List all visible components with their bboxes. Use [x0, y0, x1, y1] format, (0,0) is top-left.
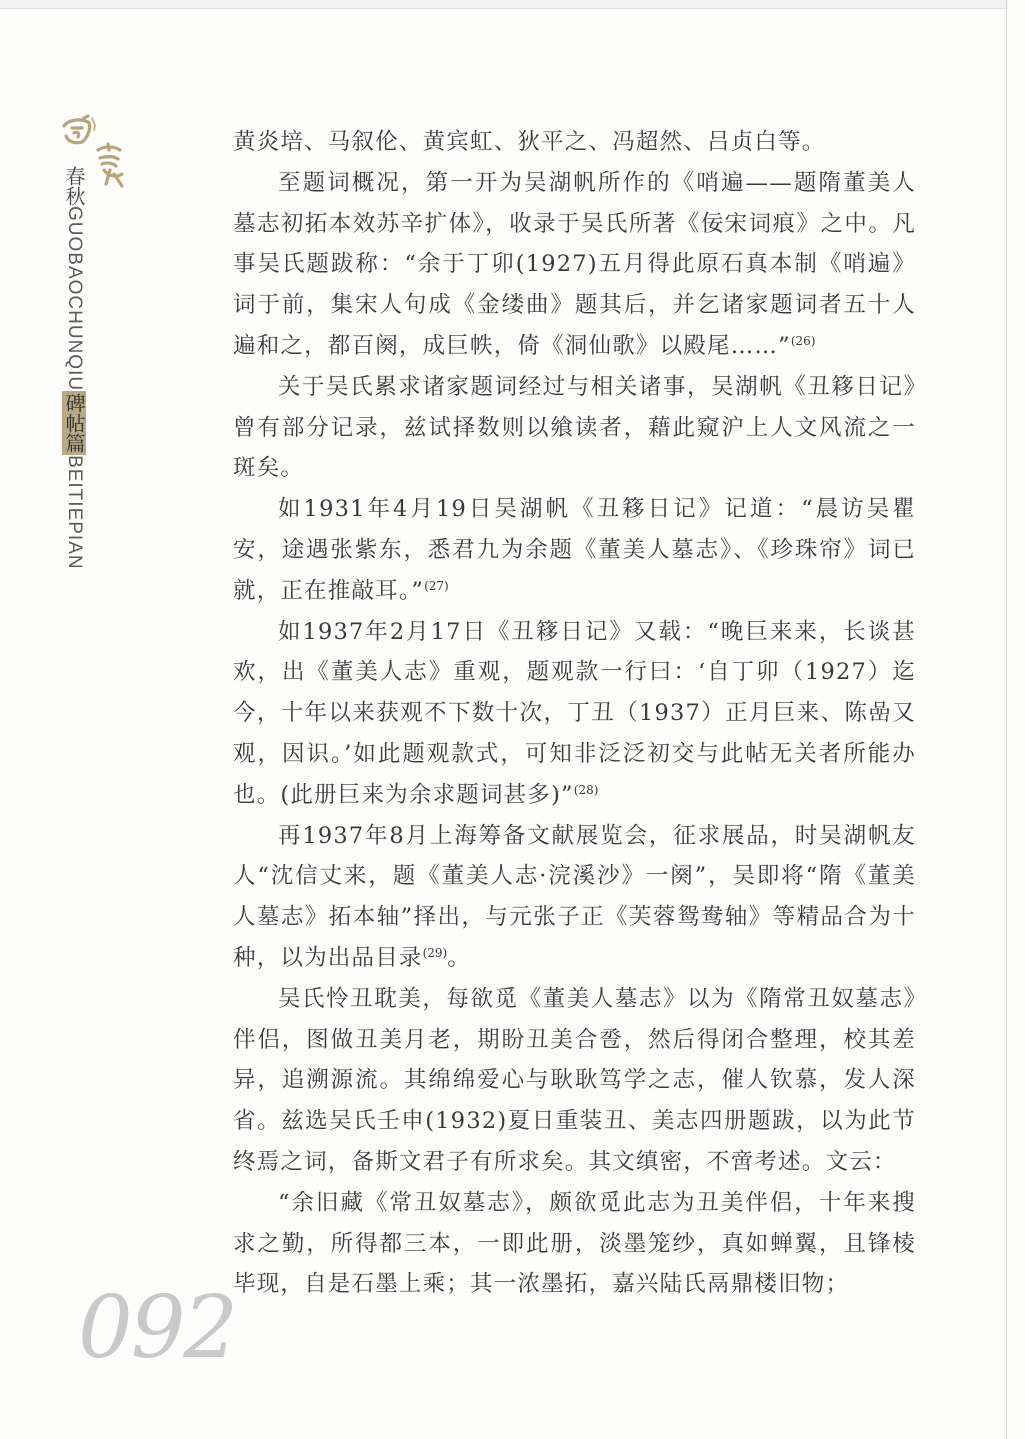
paragraph: 至题词概况，第一开为吴湖帆所作的《哨遍——题隋董美人墓志初拓本效苏辛扩体》，收录于吴氏所著《佞宋词痕》之中。凡事吴氏题跋称：“余于丁卯(1927)五月得此原石真本制《哨遍》词于前，集宋人句成《金缕曲》题其后，并乞诸家题词者五十人遍和之，都百阕，成巨帙，倚《洞仙歌》以殿尾……”$^{(26)}$ [233, 169, 916, 359]
paragraph: 关于吴氏累求诸家题词经过与相关诸事，吴湖帆《丑簃日记》曾有部分记录，兹试择数则以飨读者，藉此窥沪上人文风流之一斑矣。 [233, 373, 916, 482]
section-title-latin: BEITIEPIAN [64, 455, 85, 570]
paragraph: 如1931年4月19日吴湖帆《丑簃日记》记道：“晨访吴瞿安，途遇张紫东，悉君九为余题《董美人墓志》、《珍珠帘》词已就，正在推敲耳。”$^{(27)}$ [233, 496, 916, 604]
series-title-latin: GUOBAOCHUNQIU [64, 206, 85, 392]
footnote-ref: (29) [422, 945, 448, 960]
paragraph: 吴氏怜丑耽美，每欲觅《董美人墓志》以为《隋常丑奴墓志》伴侣，图做丑美月老，期盼丑美合卺，然后得闭合整理，校其差异，追溯源流。其绵绵爱心与耿耿笃学之志，催人钦慕，发人深省。兹选吴氏壬申(1932)夏日重装丑、美志四册题跋，以为此节终焉之词，备斯文君子有所求矣。其文缜密，不啻考述。文云： [233, 985, 916, 1175]
footnote-ref: (28) [573, 782, 599, 797]
scan-right-edge [1006, 0, 1007, 1439]
paragraph: 再1937年8月上海筹备文献展览会，征求展品，时吴湖帆友人“沈信丈来，题《董美人志·浣溪沙》一阕”，吴即将“隋《董美人墓志》拓本轴”择出，与元张子正《芙蓉鸳鸯轴》等精品合为十种，以为出品目录$^{(29)}$。 [233, 822, 916, 971]
article-body [233, 122, 916, 1305]
footnote-ref: (27) [424, 578, 449, 593]
page-number: 092 [78, 1278, 237, 1378]
paragraph: 如1937年2月17日《丑簃日记》又载：“晚巨来来，长谈甚欢，出《董美人志》重观，题观款一行曰：‘自丁卯（1927）迄今，十年以来获观不下数十次，丁丑（1937）正月巨来、陈嵒又观，因识。’如此题观款式，可知非泛泛初交与此帖无关者所能办也。(此册巨来为余求题词甚多)”$^{(28)}$ [233, 618, 916, 808]
footnote-ref: (26) [790, 333, 816, 348]
paragraph-quote: “余旧藏《常丑奴墓志》，颇欲觅此志为丑美伴侣，十年来搜求之勤，所得都三本，一即此册，淡墨笼纱，真如蝉翼，且锋棱毕现，自是石墨上乘；其一浓墨拓，嘉兴陆氏鬲鼎楼旧物； [233, 1189, 916, 1298]
series-title-cn: 春秋 [62, 166, 86, 206]
paragraph: 黄炎培、马叙伦、黄宾虹、狄平之、冯超然、吕贞白等。 [233, 129, 826, 155]
section-title-cn: 碑帖篇 [62, 393, 86, 454]
scan-top-edge [0, 0, 1008, 9]
side-series-title [63, 166, 85, 570]
